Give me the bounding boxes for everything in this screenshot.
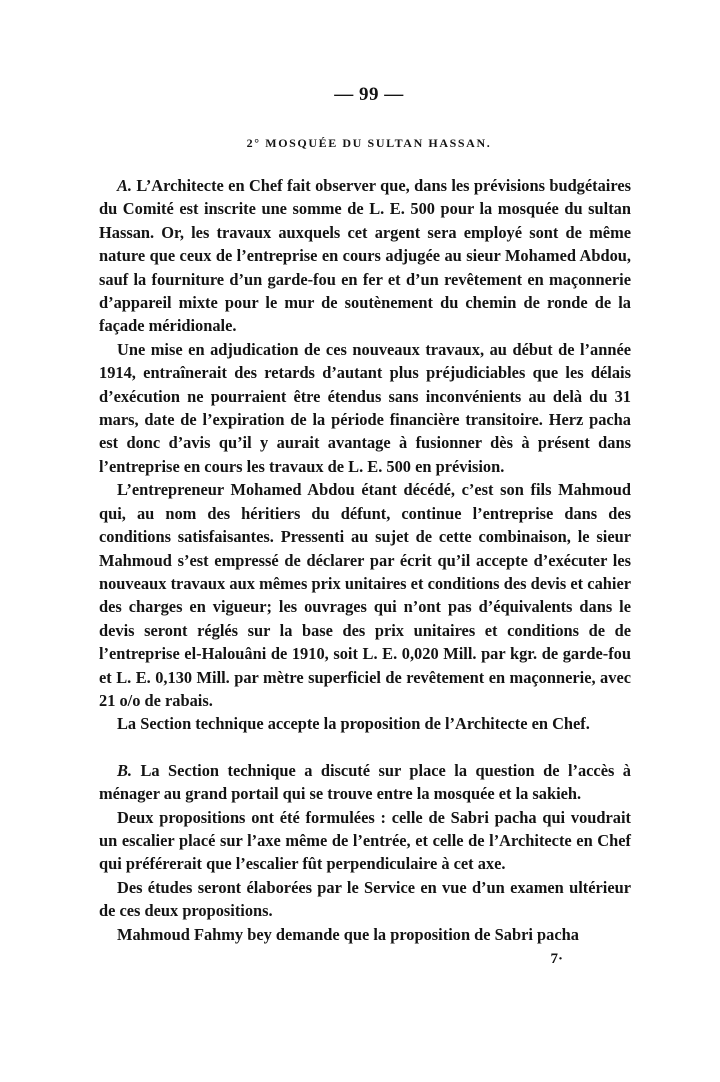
paragraph: Des études seront élaborées par le Service en vue d’un examen ultérieur de ces deux propositions. xyxy=(99,877,631,921)
paragraph: Mahmoud Fahmy bey demande que la proposition de Sabri pacha xyxy=(117,924,579,944)
document-page xyxy=(99,84,631,968)
paragraph-b xyxy=(99,759,631,806)
section-title: 2° MOSQUÉE DU SULTAN HASSAN. xyxy=(246,136,492,150)
paragraph-label-b: B. xyxy=(117,760,133,780)
paragraph-label-a: A. xyxy=(117,176,133,195)
paragraph: Une mise en adjudication de ces nouveaux travaux, au début de l’année 1914, entraînerait des retards d’autant plus préjudiciables que les délais d’exécution ne pourraient être étendus sans inconvénients au delà du 31 mars, date de l’expiration de la période financière transitoire. Herz pacha est donc d’avis qu’il y aurait avantage à fusionner dès à présent dans l’entreprise en cours les travaux de L. E. 500 en prévision. xyxy=(99,339,631,476)
signature-mark: 7· xyxy=(550,951,563,967)
paragraph-a xyxy=(99,174,631,338)
paragraph: Deux propositions ont été formulées : celle de Sabri pacha qui voudrait un escalier placé sur l’axe même de l’entrée, et celle de l’Architecte en Chef qui préférerait que l’escalier fût perpendiculaire à cet axe. xyxy=(99,807,631,874)
paragraph-b-text: La Section technique a discuté sur place la question de l’accès à ménager au grand portail qui se trouve entre la mosquée et la sakieh. xyxy=(99,760,631,804)
paragraph-a-text: L’Architecte en Chef fait observer que, dans les prévisions budgétaires du Comité est inscrite une somme de L. E. 500 pour la mosquée du sultan Hassan. Or, les travaux auxquels cet argent sera employé sont de même nature que ceux de l’entreprise en cours adjugée au sieur Mohamed Abdou, sauf la fourniture d’un garde-fou en fer et d’un revêtement en maçonnerie d’appareil mixte pour le mur de soutènement du chemin de ronde de la façade méridionale. xyxy=(99,176,631,336)
page-number: — 99 — xyxy=(334,84,404,105)
paragraph: L’entrepreneur Mohamed Abdou étant décédé, c’est son fils Mahmoud qui, au nom des héritiers du défunt, continue l’entreprise dans des conditions satisfaisantes. Pressenti au sujet de cette combinaison, le sieur Mahmoud s’est empressé de déclarer par écrit qu’il accepte d’exécuter les nouveaux travaux aux mêmes prix unitaires et conditions des devis et cahier des charges en vigueur; les ouvrages qui n’ont pas d’équivalents dans le devis seront réglés sur la base des prix unitaires et conditions de de l’entreprise el-Halouâni de 1910, soit L. E. 0,020 Mill. par kgr. de garde-fou et L. E. 0,130 Mill. par mètre superficiel de revêtement en maçonnerie, avec 21 o/o de rabais. xyxy=(99,480,631,710)
paragraph: La Section technique accepte la proposition de l’Architecte en Chef. xyxy=(117,714,590,734)
page-footer xyxy=(99,946,631,968)
body-text xyxy=(99,174,631,968)
